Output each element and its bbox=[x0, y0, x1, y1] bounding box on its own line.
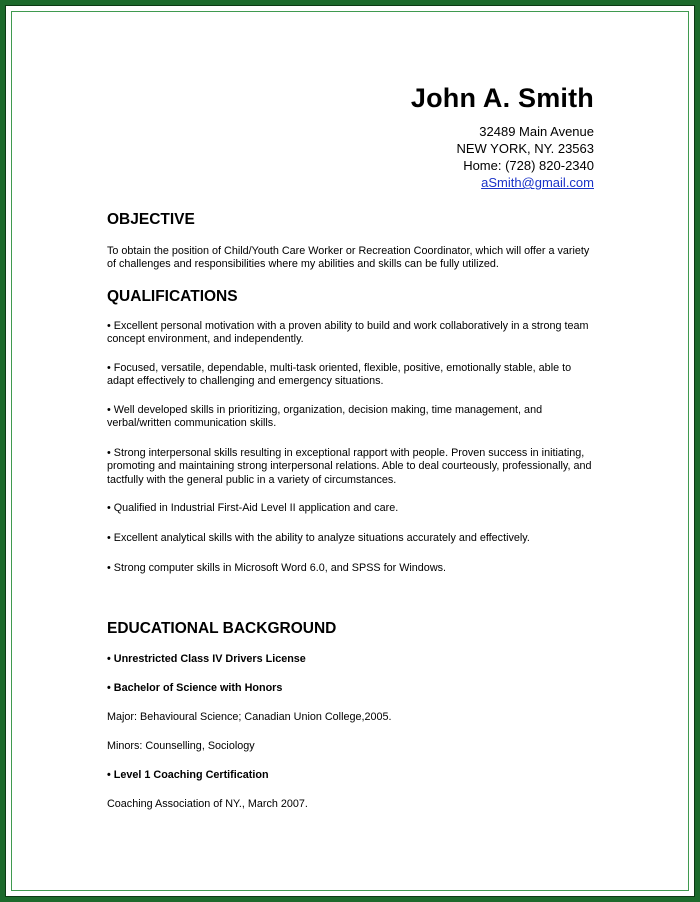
resume-header bbox=[107, 82, 594, 191]
education-coaching: • Level 1 Coaching Certification bbox=[107, 769, 269, 781]
education-coaching-detail: Coaching Association of NY., March 2007. bbox=[107, 798, 308, 810]
contact-street: 32489 Main Avenue bbox=[479, 124, 594, 139]
objective-heading: OBJECTIVE bbox=[107, 211, 195, 228]
resume-name: John A. Smith bbox=[410, 83, 594, 113]
education-license: • Unrestricted Class IV Drivers License bbox=[107, 653, 306, 665]
qualifications-heading: QUALIFICATIONS bbox=[107, 288, 238, 305]
qualification-item: • Strong computer skills in Microsoft Word 6.0, and SPSS for Windows. bbox=[107, 562, 447, 574]
education-heading: EDUCATIONAL BACKGROUND bbox=[107, 620, 337, 637]
education-major: Major: Behavioural Science; Canadian Union College,2005. bbox=[107, 711, 392, 723]
education-degree: • Bachelor of Science with Honors bbox=[107, 682, 283, 694]
objective-text: To obtain the position of Child/Youth Care Worker or Recreation Coordinator, which will offer a variety of challenges and responsibilities where my abilities and skills can be fully utilized. bbox=[107, 245, 590, 271]
qualification-item: • Strong interpersonal skills resulting in exceptional rapport with people. Proven success in initiating, promoting and maintaining strong interpersonal relations. Able to deal courteously, professionally, and tactfully with the general public in a variety of circumstances. bbox=[107, 447, 592, 486]
qualification-item: • Qualified in Industrial First-Aid Level II application and care. bbox=[107, 502, 399, 514]
qualification-item: • Excellent analytical skills with the ability to analyze situations accurately and effectively. bbox=[107, 532, 530, 544]
contact-city: NEW YORK, NY. 23563 bbox=[456, 141, 594, 156]
contact-email-link[interactable]: aSmith@gmail.com bbox=[481, 175, 594, 190]
qualification-item: • Focused, versatile, dependable, multi-task oriented, flexible, positive, emotionally stable, able to adapt effectively to challenging and emergency situations. bbox=[107, 362, 572, 388]
education-minors: Minors: Counselling, Sociology bbox=[107, 740, 255, 752]
qualification-item: • Well developed skills in prioritizing, organization, decision making, time management, and verbal/written communication skills. bbox=[107, 404, 543, 430]
contact-phone: Home: (728) 820-2340 bbox=[463, 158, 594, 173]
qualification-item: • Excellent personal motivation with a proven ability to build and work collaboratively in a strong team concept environment, and independently. bbox=[107, 320, 589, 346]
